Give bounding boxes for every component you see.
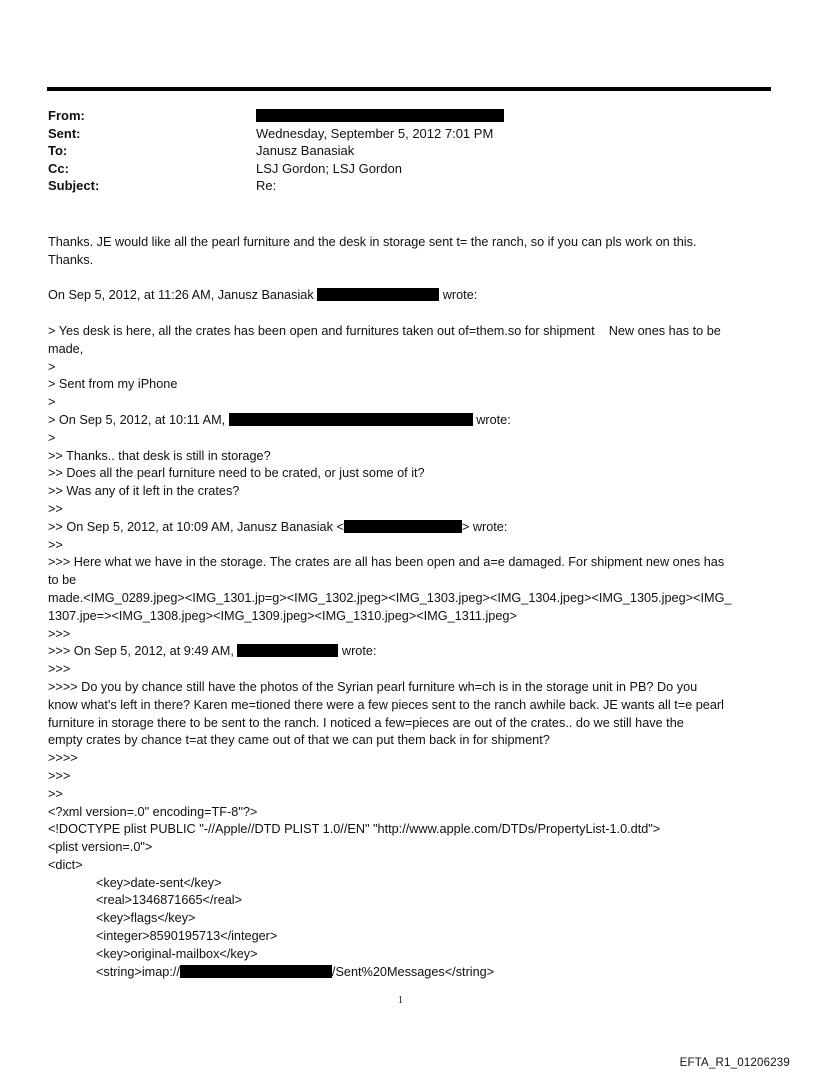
xml-line: <?xml version=.0" encoding=TF-8"?> [48, 804, 258, 819]
body-line: >> Was any of it left in the crates? [48, 484, 240, 499]
redaction-bar [180, 965, 332, 978]
body-line: >>> [48, 626, 71, 641]
email-body [48, 234, 773, 981]
document-id-footer: EFTA_R1_01206239 [679, 1057, 790, 1069]
body-line: made, [48, 341, 84, 356]
redaction-bar [237, 644, 338, 657]
body-line: Thanks. [48, 252, 94, 267]
xml-line: <!DOCTYPE plist PUBLIC "-//Apple//DTD PLIST 1.0//EN" "http://www.apple.com/DTDs/PropertyList-1.0.dtd"> [48, 822, 661, 837]
body-line: > [48, 430, 56, 445]
body-line: > [48, 395, 56, 410]
quote-header-4: >>> On Sep 5, 2012, at 9:49 AM, wrote: [48, 644, 377, 659]
body-line: empty crates by chance t=at they came out of that we can put them back in for shipment? [48, 733, 550, 748]
body-line: >>>> Do you by chance still have the photos of the Syrian pearl furniture wh=ch is in the storage unit in PB? Do you [48, 679, 698, 694]
body-line: >> Does all the pearl furniture need to be crated, or just some of it? [48, 466, 425, 481]
subject-label: Subject: [48, 178, 100, 193]
from-row [48, 107, 748, 125]
xml-line: <plist version=.0"> [48, 840, 153, 855]
body-line: >>>> [48, 751, 78, 766]
cc-label: Cc: [48, 160, 69, 176]
body-line: 1307.jpe=><IMG_1308.jpeg><IMG_1309.jpeg><IMG_1310.jpeg><IMG_1311.jpeg> [48, 608, 517, 623]
xml-line: <key>date-sent</key> [96, 875, 222, 890]
cc-value: LSJ Gordon; LSJ Gordon [256, 160, 402, 176]
from-label: From: [48, 108, 85, 123]
xml-line-redacted: <string>imap:// /Sent%20Messages</string> [96, 964, 495, 979]
quote-header-3: >> On Sep 5, 2012, at 10:09 AM, Janusz Banasiak < > wrote: [48, 519, 508, 534]
body-line: furniture in storage there to be sent to the ranch. I noticed a few=pieces are out of the crates.. do we still have the [48, 715, 684, 730]
sent-value: Wednesday, September 5, 2012 7:01 PM [256, 125, 494, 141]
redaction-bar [256, 109, 504, 122]
from-value-redacted [256, 107, 504, 125]
xml-line: <integer>8590195713</integer> [96, 929, 278, 944]
body-line: to be [48, 573, 77, 588]
sent-row [48, 125, 748, 143]
body-line: >>> Here what we have in the storage. The crates are all has been open and a=e damaged. For shipment new ones has [48, 555, 725, 570]
body-line: >>> [48, 768, 71, 783]
body-line: > Sent from my iPhone [48, 377, 178, 392]
xml-line: <key>original-mailbox</key> [96, 946, 258, 961]
body-line: Thanks. JE would like all the pearl furniture and the desk in storage sent t= the ranch, so if you can pls work on this. [48, 235, 697, 249]
body-line: > Yes desk is here, all the crates has been open and furnitures taken out of=them.so for shipment New ones has to be [48, 323, 721, 338]
quote-header-2: > On Sep 5, 2012, at 10:11 AM, wrote: [48, 412, 511, 427]
body-line: >>> [48, 662, 71, 677]
to-row [48, 142, 748, 160]
xml-line: <key>flags</key> [96, 911, 196, 926]
header-rule [47, 87, 771, 91]
to-label: To: [48, 143, 68, 158]
to-value: Janusz Banasiak [256, 143, 355, 158]
subject-value: Re: [256, 178, 277, 193]
body-line: > [48, 359, 56, 374]
body-line: >> [48, 537, 63, 552]
redaction-bar [229, 413, 473, 426]
redaction-bar [317, 288, 439, 301]
page-number: 1 [398, 995, 403, 1006]
xml-line: <dict> [48, 857, 83, 872]
redaction-bar [344, 520, 462, 533]
email-header [48, 107, 748, 195]
sent-label: Sent: [48, 125, 81, 141]
body-line: made.<IMG_0289.jpeg><IMG_1301.jp=g><IMG_1302.jpeg><IMG_1303.jpeg><IMG_1304.jpeg><IMG_1305.jpeg><IMG_ [48, 590, 732, 605]
body-line: >> [48, 501, 63, 516]
body-line: know what's left in there? Karen me=tioned there were a few pieces sent to the ranch awhile back. JE wants all t=e pearl [48, 697, 724, 712]
xml-line: <real>1346871665</real> [96, 893, 243, 908]
body-line: >> [48, 786, 63, 801]
cc-row [48, 160, 748, 178]
subject-row [48, 177, 748, 195]
body-line: >> Thanks.. that desk is still in storage? [48, 448, 271, 463]
quote-header-1: On Sep 5, 2012, at 11:26 AM, Janusz Banasiak wrote: [48, 288, 478, 303]
